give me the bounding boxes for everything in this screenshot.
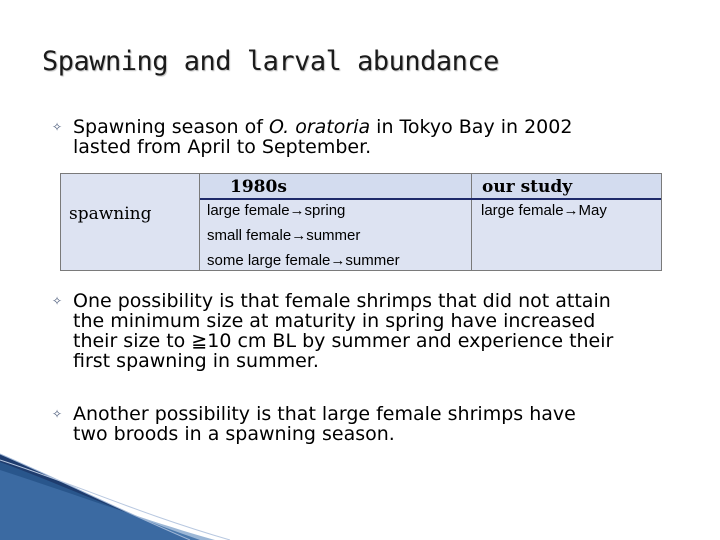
bullet-3-line: two broods in a spawning season. [73,423,395,445]
column-our-study [472,174,661,270]
bullet-2-line: the minimum size at maturity in spring have increased [73,310,596,332]
row-label-cell [61,174,200,270]
table-line: small female→summer [207,227,361,244]
spawning-comparison-table [60,173,662,271]
corner-swoosh-decoration [0,440,720,540]
diamond-star-icon: ✧ [52,294,63,308]
table-line: some large female→summer [207,252,400,269]
slide-title: Spawning and larval abundance [42,46,499,77]
diamond-star-icon: ✧ [52,407,63,421]
bullet-2-line: their size to ≧10 cm BL by summer and experience their [73,330,614,352]
bullet-2-text [73,291,703,371]
column-header-our-study: our study [482,177,573,197]
bullet-3-text [73,404,703,444]
bullet-3-line: Another possibility is that large female shrimps have [73,403,576,425]
table-line: large female→spring [207,202,346,219]
column-1980s [200,174,472,270]
bullet-2-line: One possibility is that female shrimps that did not attain [73,290,611,312]
table-line: large female→May [481,202,607,219]
bullet-2-line: first spawning in summer. [73,350,319,372]
diamond-star-icon: ✧ [52,120,63,134]
row-label: spawning [69,204,152,224]
bullet-1-line2: lasted from April to September. [73,136,372,158]
bullet-1-text [73,117,703,157]
bullet-1-pre: Spawning season of [73,116,269,138]
header-rule [200,198,661,200]
species-name: O. oratoria [268,116,371,138]
bullet-1-post: in Tokyo Bay in 2002 [370,116,573,138]
column-header-1980s: 1980s [230,177,287,197]
